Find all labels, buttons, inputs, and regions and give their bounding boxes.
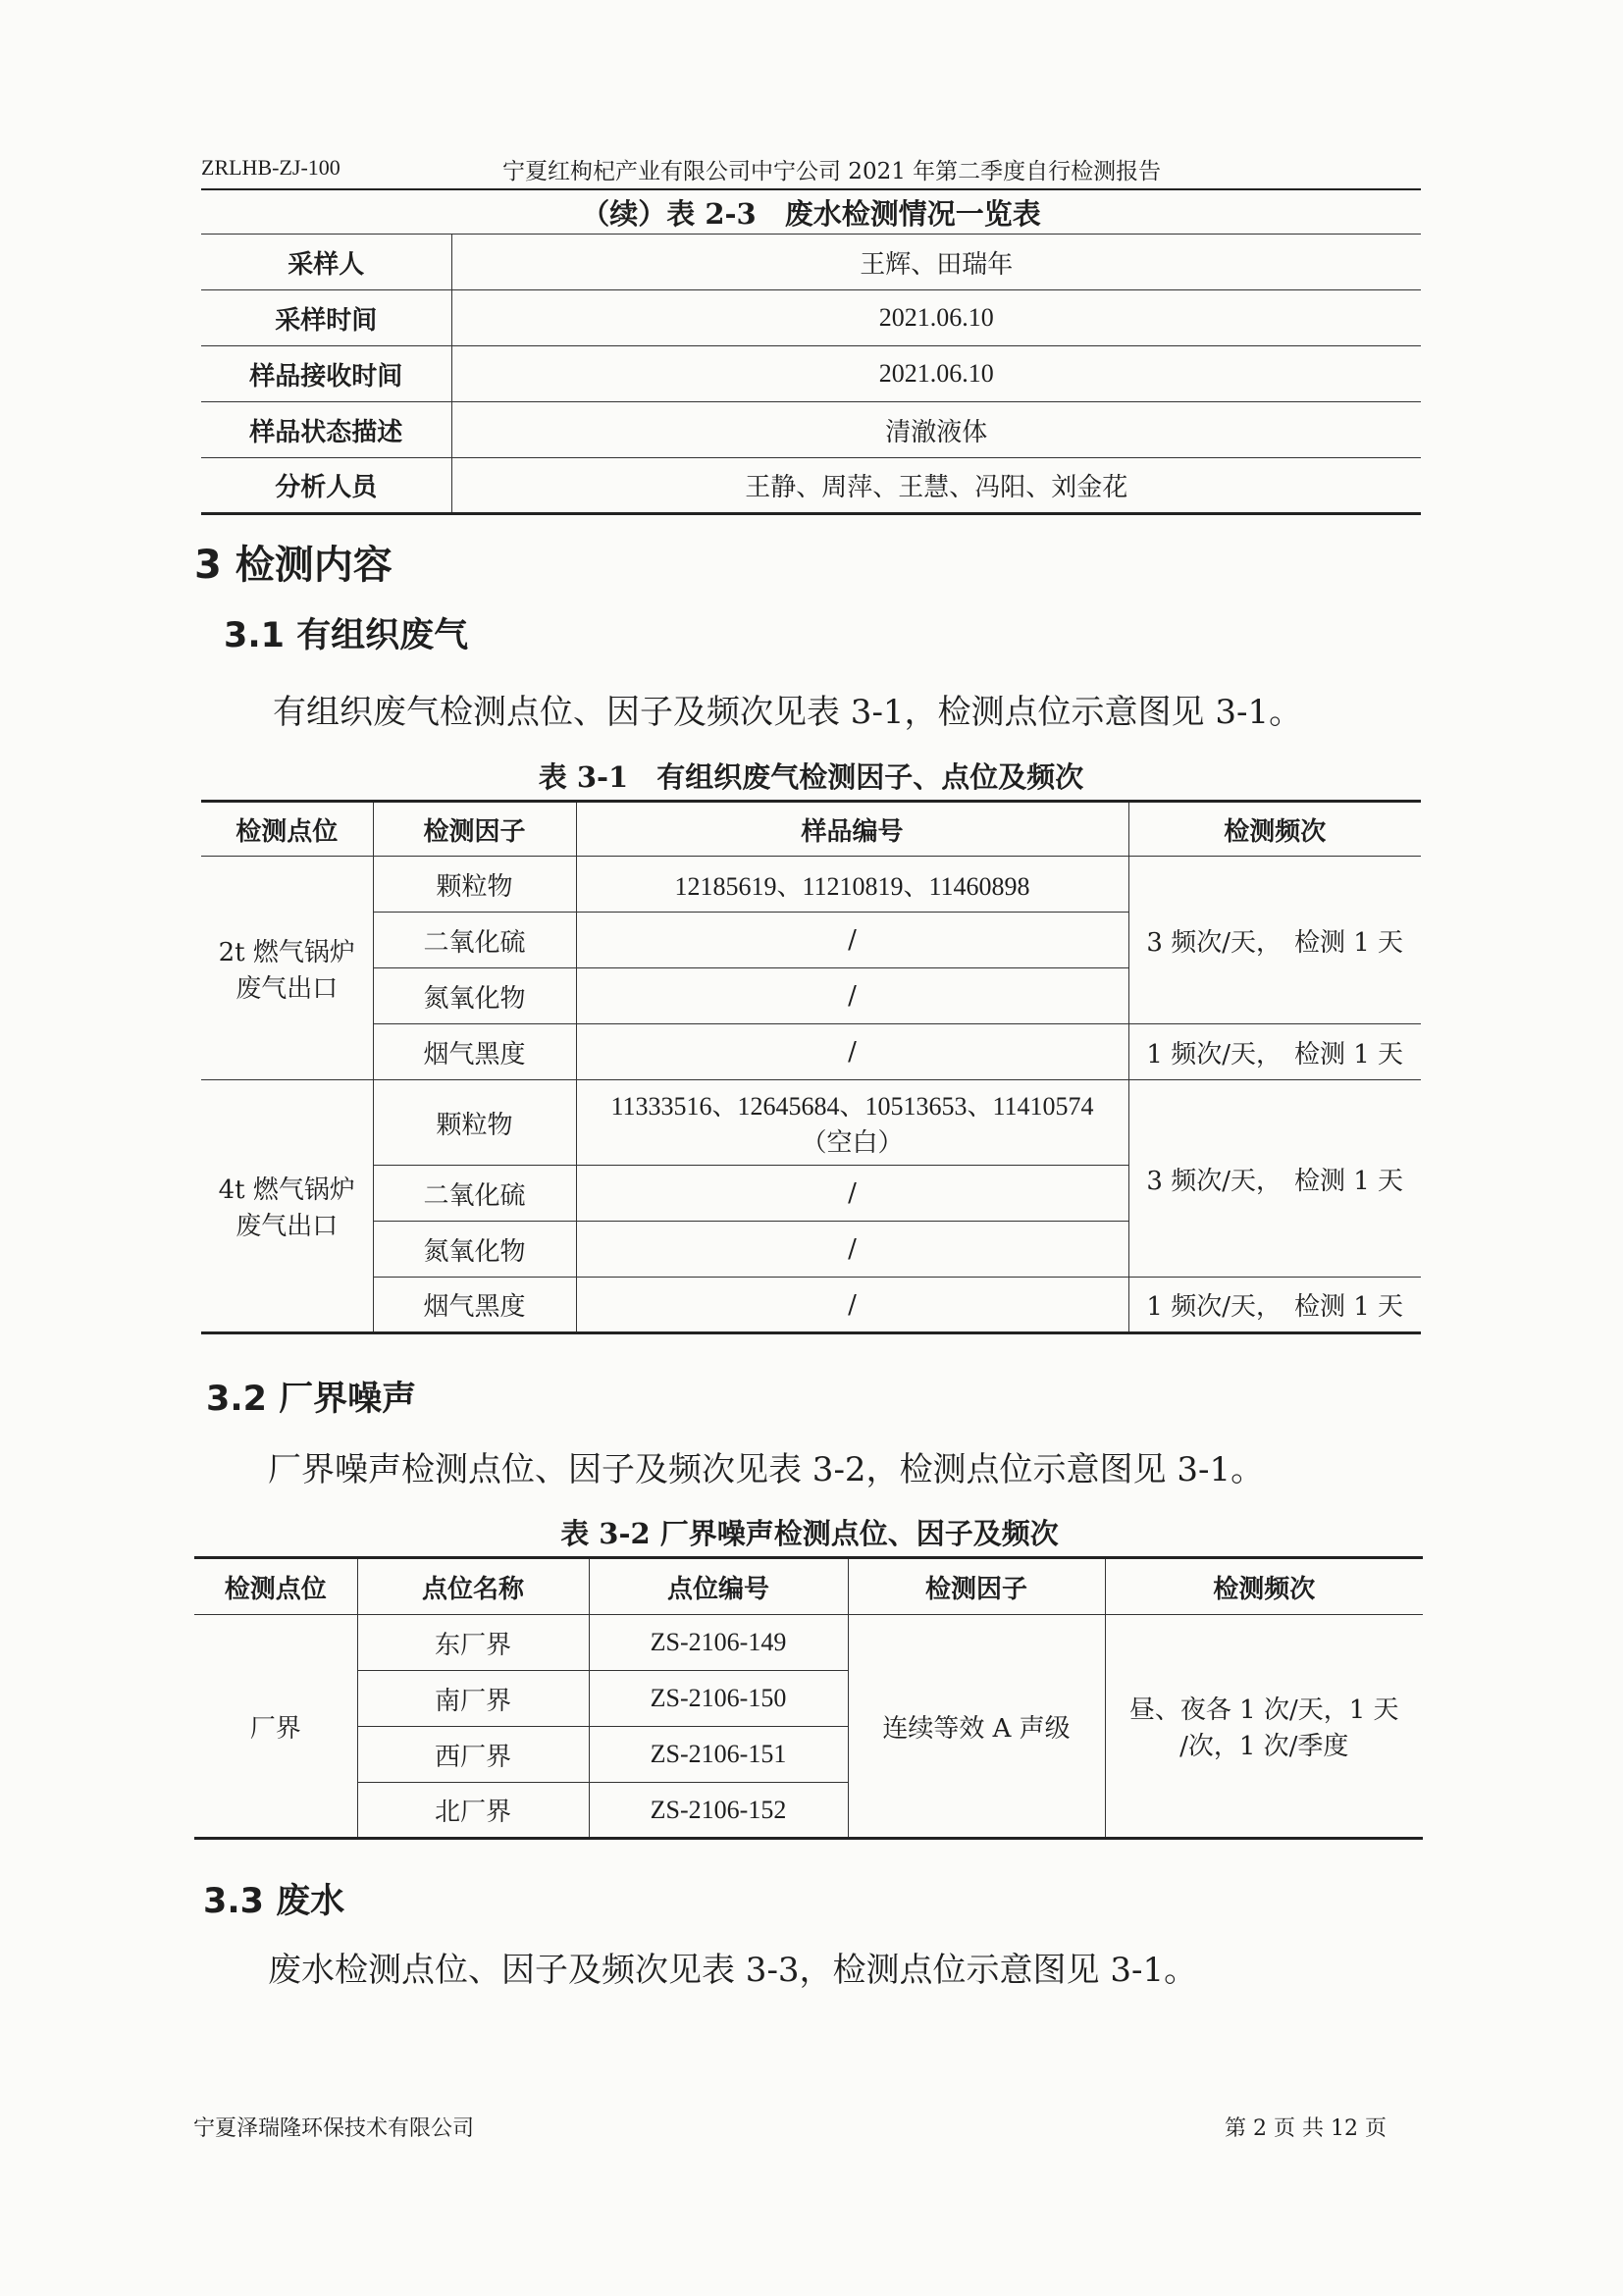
- sample-cell: 12185619、11210819、11460898: [576, 857, 1128, 913]
- point-code-cell: ZS-2106-149: [589, 1615, 848, 1671]
- column-header: 检测因子: [848, 1558, 1105, 1615]
- factor-cell: 颗粒物: [373, 1080, 576, 1166]
- factor-cell: 二氧化硫: [373, 1166, 576, 1222]
- factor-cell: 颗粒物: [373, 857, 576, 913]
- row-label: 样品状态描述: [201, 402, 451, 458]
- column-header: 检测频次: [1128, 802, 1421, 857]
- footer-company: 宁夏泽瑞隆环保技术有限公司: [193, 2116, 475, 2141]
- frequency-cell: 1 频次/天， 检测 1 天: [1128, 1024, 1421, 1080]
- column-header: 检测点位: [194, 1558, 357, 1615]
- point-line: 废气出口: [236, 973, 339, 1004]
- table-3-2: [194, 1556, 1423, 1840]
- point-code-cell: ZS-2106-151: [589, 1727, 848, 1783]
- sample-cell: [576, 1080, 1128, 1166]
- table-row: [201, 1080, 1421, 1166]
- sample-line: 11333516、12645684、10513653、11410574: [610, 1092, 1094, 1121]
- point-code-cell: ZS-2106-150: [589, 1671, 848, 1727]
- sample-cell: /: [576, 1278, 1128, 1333]
- factor-cell: 烟气黑度: [373, 1024, 576, 1080]
- point-name-cell: 北厂界: [357, 1783, 589, 1839]
- column-header: 点位编号: [589, 1558, 848, 1615]
- column-header: 检测因子: [373, 802, 576, 857]
- column-header: 点位名称: [357, 1558, 589, 1615]
- row-label: 样品接收时间: [201, 346, 451, 402]
- row-value: 清澈液体: [451, 402, 1421, 458]
- point-name-cell: 西厂界: [357, 1727, 589, 1783]
- table-header-row: [201, 802, 1421, 857]
- table-3-2-caption: 表 3-2 厂界噪声检测点位、因子及频次: [560, 1517, 1059, 1550]
- table-3-1-caption: 表 3-1 有组织废气检测因子、点位及频次: [538, 760, 1084, 794]
- point-cell: 厂界: [194, 1615, 357, 1839]
- table-row: [201, 402, 1421, 458]
- row-value: 2021.06.10: [451, 290, 1421, 346]
- sample-line: （空白）: [801, 1128, 904, 1158]
- frequency-line: /次，1 次/季度: [1179, 1732, 1349, 1761]
- row-value: 王静、周萍、王慧、冯阳、刘金花: [451, 458, 1421, 514]
- factor-cell: 氮氧化物: [373, 968, 576, 1024]
- point-name-cell: 东厂界: [357, 1615, 589, 1671]
- section-3-1-heading: 3.1 有组织废气: [224, 616, 469, 655]
- point-line: 废气出口: [236, 1212, 339, 1241]
- point-name-cell: 南厂界: [357, 1671, 589, 1727]
- table-row: [194, 1615, 1423, 1671]
- header-divider: [201, 188, 1421, 190]
- page-number: 第 2 页 共 12 页: [1225, 2116, 1387, 2141]
- sample-cell: /: [576, 968, 1128, 1024]
- sample-cell: /: [576, 1166, 1128, 1222]
- column-header: 检测频次: [1105, 1558, 1423, 1615]
- sample-cell: /: [576, 1024, 1128, 1080]
- report-title: 宁夏红枸杞产业有限公司中宁公司 2021 年第二季度自行检测报告: [502, 159, 1162, 184]
- table-row: [201, 857, 1421, 913]
- point-line: 2t 燃气锅炉: [218, 937, 355, 967]
- row-label: 分析人员: [201, 458, 451, 514]
- section-3-3-heading: 3.3 废水: [203, 1882, 345, 1921]
- table-row: [201, 1024, 1421, 1080]
- table-header-row: [194, 1558, 1423, 1615]
- column-header: 样品编号: [576, 802, 1128, 857]
- point-cell: [201, 1080, 373, 1333]
- row-value: 王辉、田瑞年: [451, 235, 1421, 290]
- report-code: ZRLHB-ZJ-100: [201, 155, 340, 180]
- factor-cell: 烟气黑度: [373, 1278, 576, 1333]
- table-2-3: [201, 234, 1421, 515]
- section-3-2-heading: 3.2 厂界噪声: [206, 1380, 417, 1419]
- row-label: 采样时间: [201, 290, 451, 346]
- point-line: 4t 燃气锅炉: [218, 1175, 355, 1205]
- row-label: 采样人: [201, 235, 451, 290]
- section-3-3-text: 废水检测点位、因子及频次见表 3-3，检测点位示意图见 3-1。: [268, 1951, 1198, 1990]
- frequency-cell: 1 频次/天， 检测 1 天: [1128, 1278, 1421, 1333]
- table-row: [201, 290, 1421, 346]
- table-3-1: [201, 800, 1421, 1334]
- frequency-cell: 3 频次/天， 检测 1 天: [1128, 857, 1421, 1024]
- section-3-2-text: 厂界噪声检测点位、因子及频次见表 3-2，检测点位示意图见 3-1。: [268, 1450, 1265, 1489]
- table-row: [201, 235, 1421, 290]
- table-row: [201, 346, 1421, 402]
- factor-cell: 氮氧化物: [373, 1222, 576, 1278]
- section-3-1-text: 有组织废气检测点位、因子及频次见表 3-1，检测点位示意图见 3-1。: [273, 693, 1303, 732]
- column-header: 检测点位: [201, 802, 373, 857]
- sample-cell: /: [576, 913, 1128, 968]
- table-row: [201, 1278, 1421, 1333]
- factor-cell: 二氧化硫: [373, 913, 576, 968]
- point-cell: [201, 857, 373, 1080]
- sample-cell: /: [576, 1222, 1128, 1278]
- section-3-heading: 3 检测内容: [194, 543, 393, 588]
- factor-cell: 连续等效 A 声级: [848, 1615, 1105, 1839]
- row-value: 2021.06.10: [451, 346, 1421, 402]
- frequency-cell: [1105, 1615, 1423, 1839]
- table-2-3-caption: （续）表 2-3 废水检测情况一览表: [581, 197, 1041, 231]
- frequency-line: 昼、夜各 1 次/天，1 天: [1128, 1696, 1399, 1725]
- table-row: [201, 458, 1421, 514]
- point-code-cell: ZS-2106-152: [589, 1783, 848, 1839]
- frequency-cell: 3 频次/天， 检测 1 天: [1128, 1080, 1421, 1278]
